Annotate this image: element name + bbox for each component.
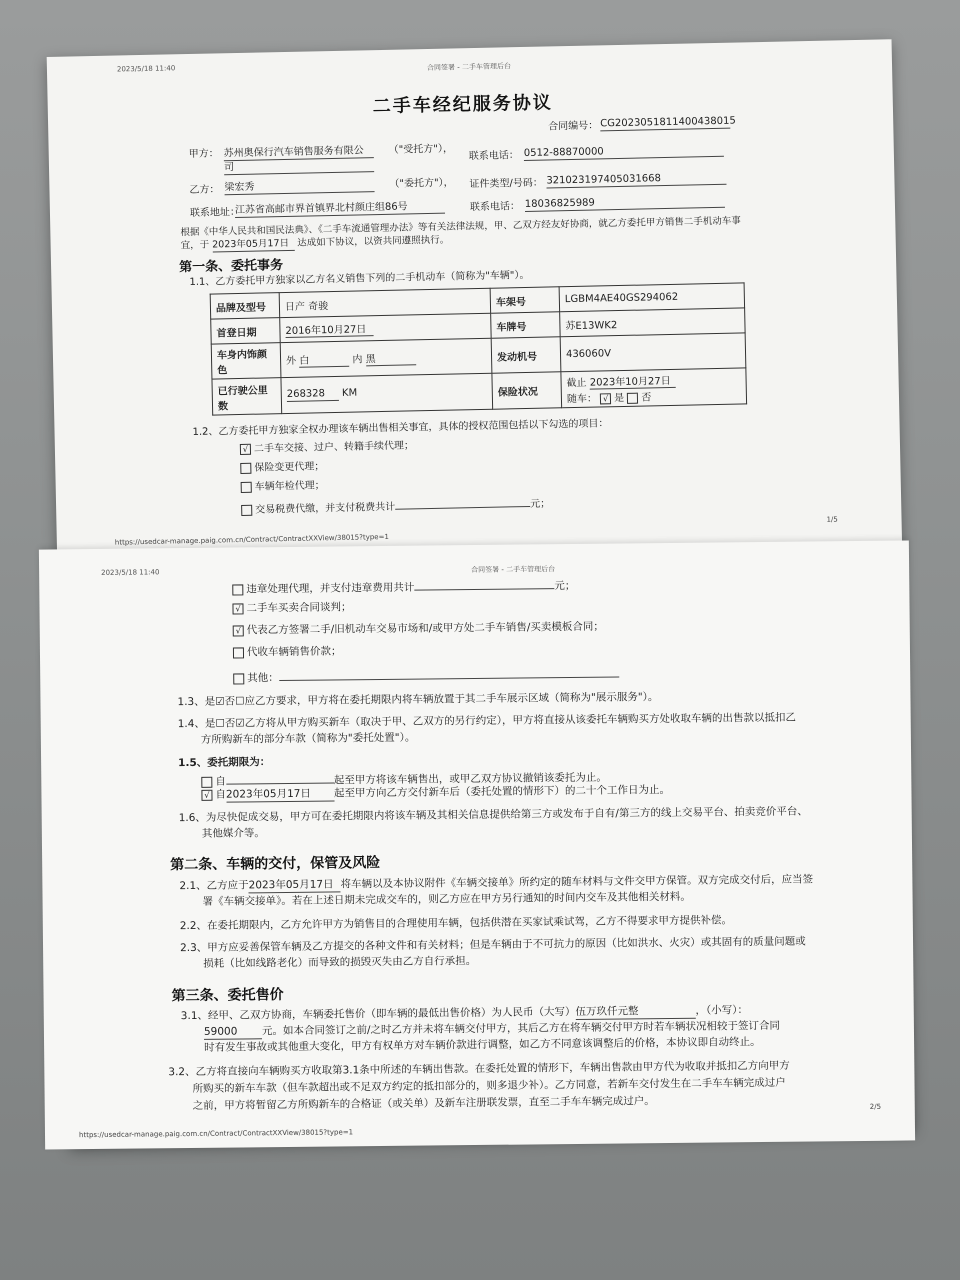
party-b-address-label: 联系地址： [189,206,241,219]
engine-label: 发动机号 [491,337,561,373]
term-opt2-prefix: 自 [215,788,227,801]
item-2-2: 2.2、在委托期限内，乙方允许甲方为销售目的合理使用车辆，包括供潜在买家试乘试驾，乙方不得要求甲方提供补偿。 [179,914,733,933]
reg-date-value: 2016年10月27日 [285,320,373,338]
opt-other-label: 其他： [247,672,279,685]
plate-label: 车牌号 [491,312,561,338]
tax-amount-blank [395,494,530,510]
item-3-2-line-1: 3.2、乙方将直接向车辆购买方收取第3.1条中所述的车辆出售款。在委托处置的情形下，车辆出售款由甲方代为收取并抵扣乙方向甲方 [168,1059,790,1079]
color-in-value: 黑 [365,349,415,366]
party-b-address: 江苏省高邮市界首镇界北村颜庄组86号 [235,200,445,218]
section-3-heading: 第三条、委托售价 [171,987,284,1005]
intro-date: 2023年05月17日 [212,237,294,253]
reg-date-label: 首登日期 [211,318,281,344]
mileage-unit: KM [341,387,358,399]
opt-sign-checkbox: √ [233,625,244,636]
vehicle-info-table [210,282,747,415]
opt-inspection-checkbox [241,481,252,492]
price-uppercase: 伍万玖仟元整 [575,1005,695,1020]
party-a-name-cont: 司 [224,158,374,175]
plate-value: 苏E13WK2 [560,308,745,337]
mileage-value: 268328 [287,388,339,402]
term-opt1-blank [226,770,334,784]
price-amount: 59000 [204,1025,262,1040]
opt-insurance-label: 保险变更代理； [254,461,325,474]
opt-collect-checkbox [233,647,244,658]
item-2-3-line-1: 2.3、甲方应妥善保管车辆及乙方提交的各种文件和有关材料；但是车辆由于不可抗力的原因（比如洪水、火灾）或其固有的质量问题或 [180,935,806,955]
party-b-role: （"委托方"）， [389,177,454,190]
term-opt1-prefix: 自 [215,775,226,788]
section-2-heading: 第二条、车辆的交付，保管及风险 [170,855,381,874]
party-b-id: 321023197405031668 [546,171,726,189]
insurance-until-label: 截止 [566,377,587,390]
party-b-id-label: 证件类型/号码： [469,177,543,191]
item-2-1-line-2: 署《车辆交接单》。若在上述日期未完成交车的，则乙方应在甲方另行通知的时间内交车及其他相关材料。 [202,890,691,908]
item-1-5: 1.5、委托期限为： [178,756,271,770]
contract-title: 二手车经纪服务协议 [372,92,553,118]
opt-tax-checkbox [241,504,252,515]
section-1-heading: 第一条、委托事务 [178,258,284,276]
item-3-1-prefix: 3.1、经甲、乙双方协商，车辆委托售价（即车辆的最低出售价格）为人民币（大写） [180,1005,576,1023]
item-2-3-line-2: 损耗（比如线路老化）而导致的损毁灭失由乙方自行承担。 [203,955,477,970]
insurance-with-label: 随车： [566,393,598,406]
insurance-no-label: 否 [641,392,652,404]
party-a-phone: 0512-88870000 [524,143,724,161]
party-a-label: 甲方： [188,148,219,161]
page-header-title: 合同签署 - 二手车管理后台 [426,62,512,73]
contract-number-label: 合同编号： [548,120,599,133]
item-1-1: 1.1、乙方委托甲方独家以乙方名义销售下列的二手机动车（简称为"车辆"）。 [189,269,530,289]
opt-negotiation-checkbox: √ [232,603,243,614]
party-a-phone-label: 联系电话： [468,150,519,163]
color-in-label: 内 [352,354,363,366]
brand-value: 日产 奇骏 [279,288,490,317]
term-opt1-text: 起至甲方将该车辆售出，或甲乙双方协议撤销该委托为止。 [333,771,607,787]
opt-inspection-label: 车辆年检代理； [254,480,325,493]
contract-number: CG2023051811400438015 [600,115,736,130]
violation-amount-blank [414,576,554,590]
opt-insurance-checkbox [240,462,251,473]
item-1-2: 1.2、乙方委托甲方独家全权办理该车辆出售相关事宜，具体的授权范围包括以下勾选的项目： [192,418,609,438]
opt-transfer-label: 二手车交接、过户、转籍手续代理； [253,440,415,455]
opt-negotiation-label: 二手车买卖合同谈判； [246,601,352,615]
opt-collect-label: 代收车辆销售价款； [246,645,342,659]
insurance-no-checkbox [627,392,638,403]
page1-footer-url: https://usedcar-manage.paig.com.cn/Contract/ContractXXView/38015?type=1 [114,532,389,547]
color-out-label: 外 [285,355,297,368]
item-3-1-lower-label: ，（小写）： [695,1004,749,1017]
item-3-1-text: 元。如本合同签订之前/之时乙方并未将车辆交付甲方，其后乙方在将车辆交付甲方时若车辆状况相较于签订合同 [261,1019,781,1038]
term-opt2-date: 2023年05月17日 [226,787,334,802]
opt-transfer-checkbox: √ [240,443,251,454]
opt-sign-label: 代表乙方签署二手/旧机动车交易市场和/或甲方处二手车销售/买卖模板合同； [246,620,604,637]
vin-label: 车架号 [490,287,560,313]
tax-yuan: 元； [530,498,551,510]
item-3-2-line-3: 之前，甲方将暂留乙方所购新车的合格证（或关单）及新车注册联发票，直至二手车车辆完成过户。 [192,1095,655,1112]
party-b-name: 梁宏秀 [224,178,374,195]
contract-page-2 [39,540,915,1149]
intro-line-1: 根据《中华人民共和国民法典》、《二手车流通管理办法》等有关法律法规，甲、乙双方经友好协商，就乙方委托甲方销售二手机动车事 [180,215,741,239]
engine-value: 436060V [560,333,746,372]
item-2-1-prefix: 2.1、乙方应于 [179,879,249,893]
mileage-label: 已行驶公里数 [212,378,282,415]
page2-footer-url: https://usedcar-manage.paig.com.cn/Contract/ContractXXView/38015?type=1 [78,1128,354,1140]
party-b-phone-label: 联系电话： [469,201,521,214]
page1-footer-page: 1/5 [826,515,838,524]
party-b-label: 乙方： [189,184,220,197]
insurance-label: 保险状况 [492,372,562,409]
color-out-value: 白 [299,351,349,368]
item-2-1-text: 将车辆以及本协议附件《车辆交接单》所约定的随车材料与文件交甲方保管。双方完成交付后，应当签 [340,873,814,891]
party-b-phone: 18036825989 [525,194,725,212]
intro-suffix: 达成如下协议，以资共同遵照执行。 [297,234,450,249]
term-opt1-checkbox [201,776,212,787]
brand-label: 品牌及型号 [210,293,280,319]
opt-violation-label: 违章处理代理，并支付违章费用共计 [246,581,415,596]
item-3-2-line-2: 所购买的新车车款（但车款超出或不足双方约定的抵扣部分的，则多退少补）。乙方同意，若新车交付发生在二手车车辆完成过户 [192,1076,786,1095]
vin-value: LGBM4AE40GS294062 [559,283,744,312]
item-3-1-line-3: 时有发生事故或其他重大变化，甲方有权单方对车辆价款进行调整，如乙方不同意该调整后的价格，本协议即自动终止。 [204,1036,761,1054]
insurance-yes-label: 是 [614,392,625,405]
violation-yuan: 元； [554,579,576,593]
item-1-6-line-1: 1.6、为尽快促成交易，甲方可在委托期限内将该车辆及其相关信息提供给第三方或发布于自有/第三方的线上交易平台、拍卖竞价平台、 [178,805,808,825]
color-label: 车身内饰颜色 [211,343,281,379]
item-1-3: 1.3、是☑否☐应乙方要求，甲方将在委托期限内将车辆放置于其二手车展示区域（简称为"展示服务"）。 [177,691,659,709]
term-opt2-checkbox: √ [201,789,212,800]
term-opt2-text: 起至甲方向乙方交付新车后（委托处置的情形下）的二十个工作日为止。 [333,783,670,800]
item-1-4-line-1: 1.4、是☐否☑乙方将从甲方购买新车（取决于甲、乙双方的另行约定），甲方将直接从该委托车辆购买方处收取车辆的出售款以抵扣乙 [177,711,797,731]
page-header-date: 2023/5/18 11:40 [116,64,176,74]
party-a-name: 苏州奥保行汽车销售服务有限公 [224,144,374,161]
intro-prefix: 宜，于 [180,239,210,252]
item-1-4-line-2: 方所购新车的部分车款（简称为"委托处置"）。 [200,731,416,746]
page2-header-date: 2023/5/18 11:40 [101,568,160,577]
opt-tax-label: 交易税费代缴，并支付税费共计 [255,501,396,516]
page2-footer-page: 2/5 [869,1102,882,1111]
item-2-1-date: 2023年05月17日 [249,878,341,893]
insurance-yes-checkbox: √ [600,393,611,404]
other-blank [279,665,619,682]
opt-violation-checkbox [232,584,243,595]
party-a-role: （"受托方"）， [388,143,454,156]
page2-header-title: 合同签署 - 二手车管理后台 [471,565,556,575]
insurance-until-date: 2023年10月27日 [590,372,676,390]
opt-other-checkbox [233,673,244,684]
item-1-6-line-2: 其他媒介等。 [201,827,265,840]
